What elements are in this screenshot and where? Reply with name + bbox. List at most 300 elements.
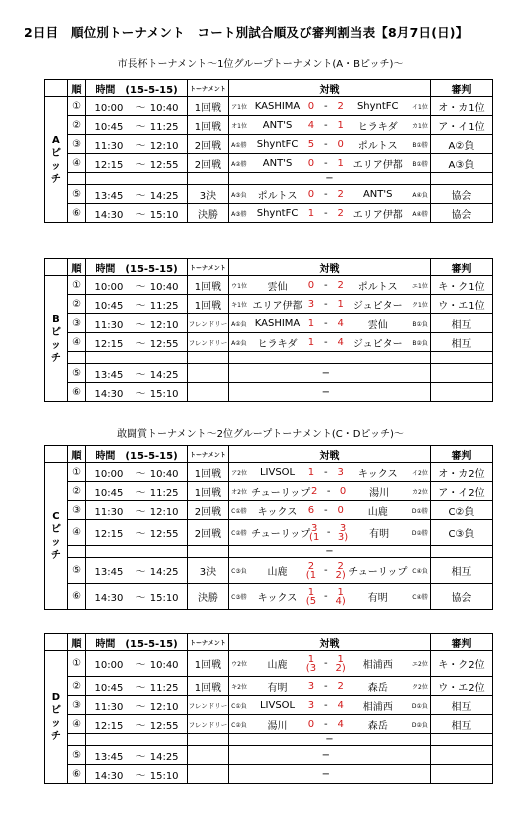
start-time: 14:30 (94, 209, 124, 221)
start-time: 10:45 (94, 487, 124, 499)
referee-cell: 協会 (430, 185, 492, 204)
seed-1: オ1位 (231, 122, 247, 130)
separator-cell (430, 173, 492, 185)
header-order: 順 (67, 80, 86, 97)
match-cell (229, 314, 431, 333)
start-time: 11:30 (94, 701, 124, 713)
header-tournament: トーナメント (187, 634, 228, 651)
seed-2: C④勝 (412, 594, 428, 601)
separator-cell (86, 173, 187, 185)
header-order: 順 (67, 634, 86, 651)
score-2: 2 (337, 188, 344, 200)
time-separator: 〜 (135, 209, 146, 221)
order-number: ② (67, 295, 86, 314)
separator-cell (187, 173, 228, 185)
separator-cell (67, 173, 86, 185)
time-separator: 〜 (135, 190, 146, 202)
order-number: ① (67, 97, 86, 116)
header-time: 時間 (15-5-15) (86, 446, 187, 463)
score-1: 0 (307, 279, 315, 291)
match-line (229, 383, 430, 401)
end-time: 14:25 (149, 190, 179, 202)
time-separator: 〜 (135, 506, 146, 518)
score-1: 0 (307, 188, 315, 200)
separator-row (45, 546, 493, 558)
end-time: 12:55 (149, 529, 179, 540)
team-1: LIVSOL (259, 699, 296, 711)
order-number: ④ (67, 520, 86, 546)
referee-cell: オ・カ2位 (430, 463, 492, 482)
match-line (229, 584, 430, 609)
header-time: 時間 (15-5-15) (86, 80, 187, 97)
score-dash: - (323, 119, 328, 131)
separator-cell (86, 546, 187, 558)
round-cell: 2回戦 (187, 520, 228, 546)
seed-2: カ1位 (412, 122, 428, 130)
score-dash: - (323, 466, 328, 478)
team-1: LIVSOL (259, 466, 296, 478)
score-dash: - (323, 317, 328, 329)
time-cell (86, 765, 187, 784)
header-match: 対戦 (229, 259, 431, 276)
table-row (45, 520, 493, 546)
header-tournament: トーナメント (187, 80, 228, 97)
start-time: 12:15 (94, 529, 124, 540)
seed-1: C③負 (231, 568, 247, 575)
start-time: 13:45 (94, 190, 124, 202)
order-number: ① (67, 463, 86, 482)
score-dash: − (321, 386, 330, 398)
match-line (229, 501, 430, 519)
seed-2: B②負 (412, 339, 428, 347)
header-order: 順 (67, 259, 86, 276)
seed-1: ウ2位 (231, 661, 247, 668)
time-cell (86, 364, 187, 383)
round-cell: 決勝 (187, 204, 228, 223)
referee-cell: 相互 (430, 314, 492, 333)
match-cell (229, 204, 431, 223)
seed-2: A④負 (412, 191, 428, 199)
separator-row (45, 734, 493, 746)
score-dash: - (326, 485, 331, 497)
seed-2: カ2位 (412, 488, 428, 496)
separator-cell: − (229, 734, 431, 746)
time-separator: 〜 (135, 121, 146, 133)
order-number: ⑥ (67, 383, 86, 402)
separator-cell (67, 734, 86, 746)
schedule-table-a (44, 79, 493, 223)
score-2: 0 (337, 138, 344, 150)
match-cell (229, 765, 431, 784)
separator-cell: − (229, 546, 431, 558)
score-dash: - (323, 718, 328, 730)
match-line (229, 715, 430, 733)
referee-cell (430, 746, 492, 765)
subtitle-1: 市長杯トーナメント〜1位グループトーナメント(A・Bピッチ)〜 (117, 59, 404, 70)
seed-2: D①勝 (411, 507, 428, 515)
match-line (229, 314, 430, 332)
team-2: ジュピター (352, 338, 403, 350)
order-number: ① (67, 651, 86, 677)
schedule-table-d (44, 633, 493, 784)
time-cell (86, 383, 187, 402)
seed-1: A②勝 (231, 160, 247, 168)
round-cell: フレンドリー (187, 715, 228, 734)
team-2: 雲仙 (367, 319, 388, 331)
match-line (229, 135, 430, 153)
seed-1: キ2位 (231, 683, 247, 691)
header-time: 時間 (15-5-15) (86, 259, 187, 276)
score-dash: − (321, 749, 330, 761)
team-1: キックス (257, 506, 298, 518)
table-row (45, 333, 493, 352)
match-cell (229, 154, 431, 173)
time-cell (86, 746, 187, 765)
round-cell (187, 383, 228, 402)
seed-1: A③勝 (231, 210, 247, 218)
end-time: 11:25 (149, 682, 179, 694)
start-time: 10:00 (94, 102, 124, 114)
start-time: 12:15 (94, 720, 124, 732)
referee-cell: A③負 (430, 154, 492, 173)
schedule-table-c (44, 445, 493, 610)
seed-2: D①負 (411, 702, 428, 710)
score-2: 3 (337, 466, 344, 478)
seed-1: A①勝 (231, 141, 247, 149)
end-time: 15:10 (149, 770, 179, 782)
match-line (229, 651, 430, 676)
seed-1: ア2位 (231, 469, 247, 477)
separator-cell (430, 734, 492, 746)
score-2: 4 (337, 336, 344, 348)
pitch-label: D ピ ッ チ (45, 651, 68, 784)
time-separator: 〜 (135, 300, 146, 312)
time-cell (86, 314, 187, 333)
score-2: 1 2) (335, 653, 346, 674)
team-2: エリア伊都 (352, 209, 403, 221)
seed-1: C②負 (231, 721, 247, 729)
referee-cell: C③負 (430, 520, 492, 546)
order-number: ⑤ (67, 185, 86, 204)
round-cell: 2回戦 (187, 154, 228, 173)
seed-2: C④負 (412, 568, 428, 575)
round-cell: 3決 (187, 558, 228, 584)
match-line (229, 746, 430, 764)
score-dash: - (323, 138, 328, 150)
score-2: 1 (337, 119, 344, 131)
team-2: エリア伊都 (352, 159, 403, 171)
end-time: 14:25 (149, 369, 179, 381)
time-separator: 〜 (135, 701, 146, 713)
end-time: 12:55 (149, 720, 179, 732)
start-time: 10:00 (94, 281, 124, 293)
table-row (45, 185, 493, 204)
team-1: 山鹿 (267, 660, 288, 671)
team-1: ヒラキダ (257, 338, 298, 350)
score-2: 1 4) (335, 586, 346, 607)
team-1: チューリップ (250, 487, 311, 499)
start-time: 12:15 (94, 159, 124, 171)
seed-2: B①負 (412, 320, 428, 328)
referee-cell: 相互 (430, 715, 492, 734)
separator-cell (187, 352, 228, 364)
team-1: チューリップ (250, 529, 311, 540)
score-dash: - (326, 527, 331, 538)
team-1: 有明 (267, 682, 288, 694)
end-time: 12:55 (149, 159, 179, 171)
score-dash: - (323, 504, 328, 516)
team-2: 相浦西 (362, 660, 393, 671)
time-cell (86, 295, 187, 314)
start-time: 12:15 (94, 338, 124, 350)
order-number: ③ (67, 501, 86, 520)
seed-2: B①勝 (412, 141, 428, 149)
score-dash: - (323, 565, 328, 576)
round-cell: フレンドリー (187, 696, 228, 715)
time-cell (86, 677, 187, 696)
referee-cell: 協会 (430, 584, 492, 610)
order-number: ⑤ (67, 364, 86, 383)
referee-cell: 相互 (430, 696, 492, 715)
table-row (45, 715, 493, 734)
match-line (229, 364, 430, 382)
seed-1: C①勝 (231, 507, 247, 515)
team-2: 有明 (367, 593, 388, 604)
team-1: ポルトス (257, 190, 298, 202)
seed-2: D②負 (411, 721, 428, 729)
score-1: 0 (307, 718, 315, 730)
start-time: 10:45 (94, 682, 124, 694)
match-cell (229, 295, 431, 314)
score-1: 2 (311, 485, 318, 497)
seed-2: イ1位 (412, 103, 428, 111)
time-separator: 〜 (135, 567, 146, 578)
separator-row (45, 173, 493, 185)
table-row (45, 584, 493, 610)
header-tournament: トーナメント (187, 446, 228, 463)
referee-cell: ア・イ2位 (430, 482, 492, 501)
match-line (229, 482, 430, 500)
round-cell: 3決 (187, 185, 228, 204)
table-row (45, 696, 493, 715)
separator-cell (430, 546, 492, 558)
seed-2: エ1位 (412, 282, 428, 290)
separator-cell (187, 546, 228, 558)
score-1: 1 (307, 466, 315, 478)
time-separator: 〜 (135, 720, 146, 732)
table-row (45, 482, 493, 501)
table-row (45, 135, 493, 154)
time-cell (86, 501, 187, 520)
team-2: チューリップ (348, 567, 408, 578)
time-separator: 〜 (135, 319, 146, 331)
score-1: 3 (307, 680, 315, 692)
separator-cell (86, 352, 187, 364)
seed-1: A①負 (231, 320, 247, 328)
order-number: ① (67, 276, 86, 295)
team-2: 森岳 (367, 720, 388, 732)
time-cell (86, 154, 187, 173)
end-time: 14:25 (149, 567, 179, 578)
subtitle-2: 敢闘賞トーナメント〜2位グループトーナメント(C・Dピッチ)〜 (117, 429, 404, 440)
time-cell (86, 715, 187, 734)
score-2: 4 (337, 718, 344, 730)
header-match: 対戦 (229, 446, 431, 463)
seed-1: C②勝 (231, 530, 247, 537)
referee-cell: ウ・エ1位 (430, 295, 492, 314)
time-cell (86, 204, 187, 223)
page-title: 2日目 順位別トーナメント コート別試合順及び審判割当表【8月7日(日)】 (24, 25, 469, 40)
header-referee: 審判 (430, 634, 492, 651)
start-time: 13:45 (94, 369, 124, 381)
referee-cell: A②負 (430, 135, 492, 154)
match-cell (229, 558, 431, 584)
match-line (229, 696, 430, 714)
score-2: 4 (337, 699, 344, 711)
seed-2: ク1位 (412, 301, 428, 309)
seed-2: D②勝 (411, 530, 428, 537)
team-2: 有明 (369, 529, 390, 540)
team-2: ANT'S (362, 188, 393, 200)
score-1: 1 (5 (305, 586, 317, 607)
separator-cell (229, 352, 431, 364)
order-number: ③ (67, 135, 86, 154)
time-separator: 〜 (135, 369, 146, 381)
team-2: キックス (357, 468, 398, 480)
referee-cell: C②負 (430, 501, 492, 520)
score-2: 3 3) (337, 522, 349, 543)
start-time: 11:30 (94, 506, 124, 518)
seed-1: A③負 (231, 191, 247, 199)
start-time: 14:30 (94, 593, 124, 604)
score-dash: - (323, 591, 328, 602)
time-cell (86, 482, 187, 501)
match-line (229, 765, 430, 783)
end-time: 12:10 (149, 701, 179, 713)
score-dash: − (321, 367, 330, 379)
round-cell: フレンドリー (187, 314, 228, 333)
time-separator: 〜 (135, 751, 146, 763)
header-tournament: トーナメント (187, 259, 228, 276)
header-time: 時間 (15-5-15) (86, 634, 187, 651)
start-time: 14:30 (94, 770, 124, 782)
order-number: ② (67, 677, 86, 696)
referee-cell (430, 383, 492, 402)
start-time: 11:30 (94, 140, 124, 152)
start-time: 14:30 (94, 388, 124, 400)
time-cell (86, 651, 187, 677)
match-line (229, 276, 430, 294)
team-1: ShyntFC (256, 138, 299, 150)
separator-cell (86, 734, 187, 746)
end-time: 12:10 (149, 506, 179, 518)
table-row (45, 765, 493, 784)
end-time: 11:25 (149, 300, 179, 312)
order-number: ⑤ (67, 558, 86, 584)
order-number: ⑥ (67, 204, 86, 223)
team-1: エリア伊都 (252, 300, 303, 312)
round-cell: 2回戦 (187, 135, 228, 154)
order-number: ④ (67, 715, 86, 734)
table-row (45, 746, 493, 765)
end-time: 12:10 (149, 140, 179, 152)
round-cell: 2回戦 (187, 501, 228, 520)
score-2: 2 2) (335, 560, 346, 581)
score-dash: - (323, 157, 328, 169)
score-1: 3 (1 (309, 522, 320, 543)
match-cell (229, 696, 431, 715)
team-2: 山鹿 (367, 506, 388, 518)
table-row (45, 463, 493, 482)
score-dash: - (323, 658, 328, 669)
score-2: 2 (337, 680, 344, 692)
score-1: 3 (307, 699, 315, 711)
score-dash: - (323, 188, 328, 200)
start-time: 11:30 (94, 319, 124, 331)
header-match: 対戦 (229, 634, 431, 651)
end-time: 10:40 (149, 102, 179, 114)
match-cell (229, 333, 431, 352)
header-blank (45, 634, 68, 651)
score-dash: - (323, 336, 328, 348)
seed-1: キ1位 (231, 301, 247, 309)
table-row (45, 204, 493, 223)
match-line (229, 204, 430, 222)
score-dash: - (323, 207, 328, 219)
match-cell (229, 715, 431, 734)
end-time: 12:10 (149, 319, 179, 331)
time-cell (86, 185, 187, 204)
table-row (45, 276, 493, 295)
seed-2: エ2位 (412, 661, 428, 668)
score-dash: - (323, 298, 328, 310)
separator-cell (67, 546, 86, 558)
match-line (229, 463, 430, 481)
round-cell (187, 364, 228, 383)
team-2: 湯川 (369, 487, 390, 499)
round-cell: 1回戦 (187, 276, 228, 295)
start-time: 10:45 (94, 300, 124, 312)
time-cell (86, 276, 187, 295)
order-number: ② (67, 116, 86, 135)
score-2: 2 (337, 207, 344, 219)
order-number: ⑥ (67, 584, 86, 610)
time-cell (86, 97, 187, 116)
start-time: 10:45 (94, 121, 124, 133)
match-line (229, 558, 430, 583)
time-cell (86, 584, 187, 610)
table-row (45, 651, 493, 677)
time-separator: 〜 (135, 388, 146, 400)
order-number: ④ (67, 154, 86, 173)
team-1: 山鹿 (267, 567, 288, 578)
round-cell: 1回戦 (187, 651, 228, 677)
table-row (45, 314, 493, 333)
score-2: 2 (337, 100, 344, 112)
time-separator: 〜 (135, 281, 146, 293)
header-blank (45, 259, 68, 276)
pitch-label: C ピ ッ チ (45, 463, 68, 610)
score-2: 2 (337, 279, 344, 291)
seed-2: B①勝 (412, 160, 428, 168)
time-cell (86, 520, 187, 546)
referee-cell: 協会 (430, 204, 492, 223)
match-line (229, 295, 430, 313)
end-time: 15:10 (149, 209, 179, 221)
header-referee: 審判 (430, 259, 492, 276)
team-2: 森岳 (367, 682, 388, 694)
score-2: 4 (337, 317, 344, 329)
